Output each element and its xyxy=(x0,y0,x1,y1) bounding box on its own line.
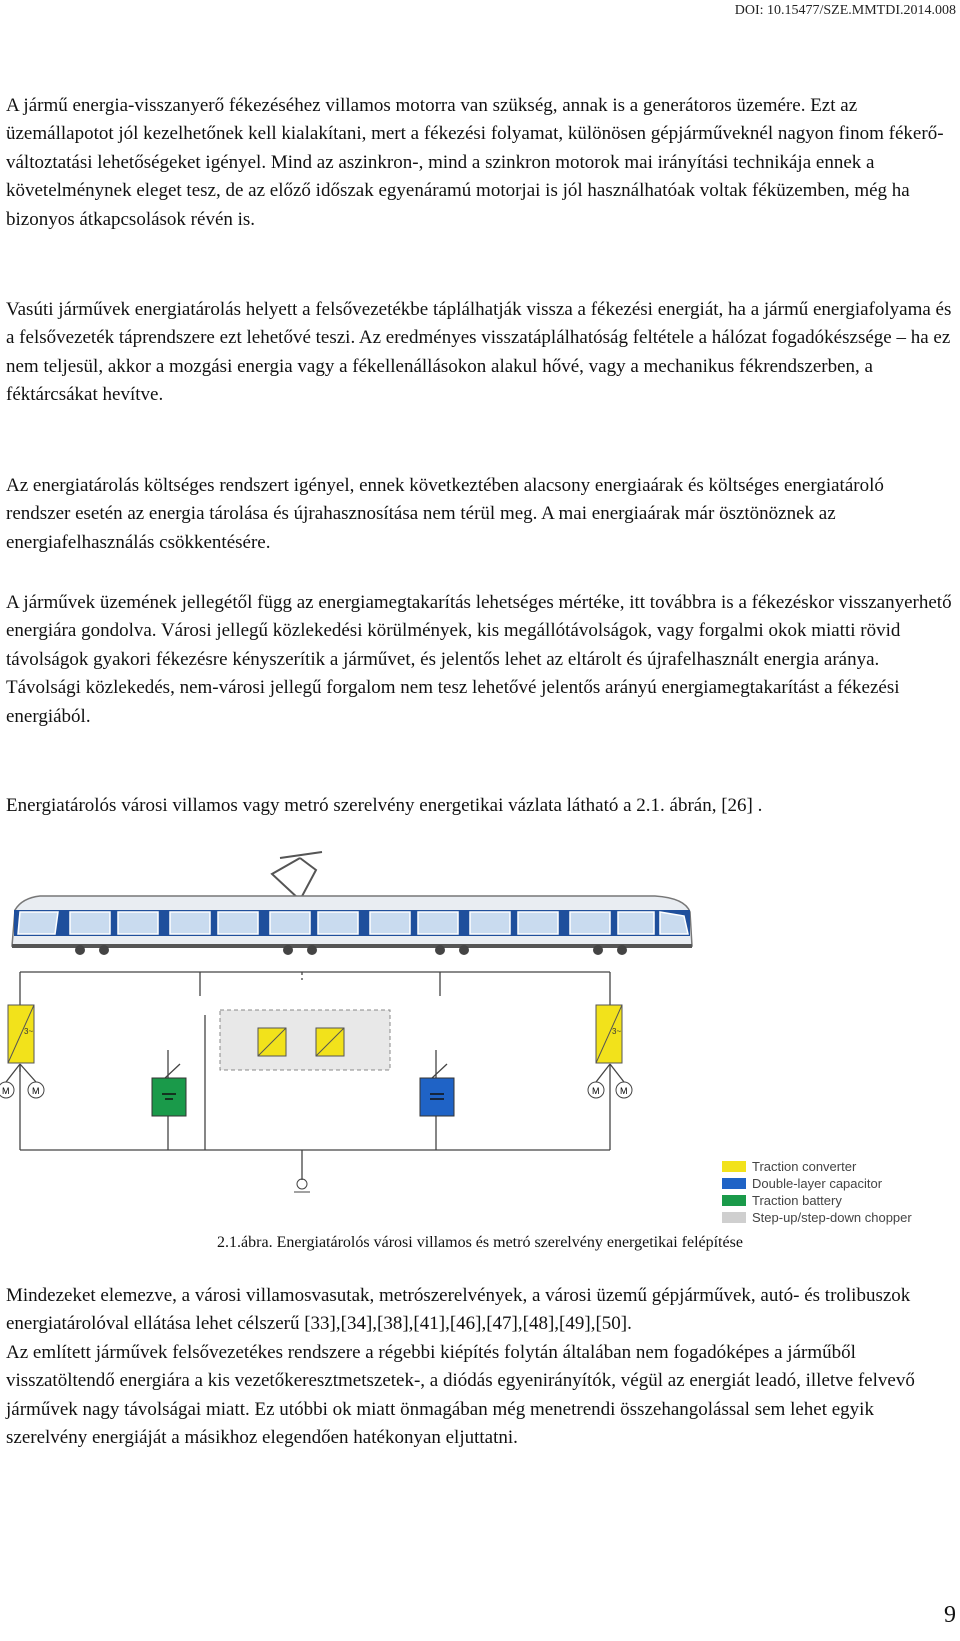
legend-item-double-layer-capacitor: Double-layer capacitor xyxy=(722,1175,947,1192)
tram-icon xyxy=(12,896,692,955)
legend-swatch xyxy=(722,1212,746,1223)
legend-item-traction-battery: Traction battery xyxy=(722,1192,947,1209)
legend-item-chopper: Step-up/step-down chopper xyxy=(722,1209,947,1226)
paragraph-6: Mindezeket elemezve, a városi villamosvasutak, metrószerelvények, a városi üzemű gépjárművek, autó- és trolibuszok energiatárolóval ellátása lehet célszerű [33],[34],[38],[41],[46],[47],[48],[49],[50]. Az említett járművek felsővezetékes rendszere a régebbi kiépítés folytán általában nem fogadóképes a járműből visszatöltendő energiára a kis vezetőkeresztmetszetek-, a diódás egyenirányítók, végül az energiát leadó, illetve felvevő járművek nagy távolságai miatt. Ez utóbbi ok miatt önmagában még menetrendi összehangolással sem lehet egyik szerelvény energiáját a másikhoz elegendően hatékonyan eljuttatni. xyxy=(6,1285,915,1449)
legend-swatch xyxy=(722,1161,746,1172)
traction-converter-left xyxy=(8,1005,34,1063)
legend-swatch xyxy=(722,1178,746,1189)
page-number: 9 xyxy=(944,1602,956,1628)
paragraph-4: A járművek üzemének jellegétől függ az energiamegtakarítás lehetséges mértéke, itt továbbra is a fékezéskor visszanyerhető energiára gondolva. Városi jellegű közlekedési körülmények, kis megállótávolságok, vagy forgalmi okok miatti rövid távolságok gyakori fékezésre kényszerítik a járművet, és jelentős lehet az eltárolt és újrafelhasznált energia aránya. Távolsági közlekedés, nem-városi jellegű forgalom nem tesz lehetővé jelentős arányú energiamegtakarítást a fékezési energiából. xyxy=(6,592,952,727)
svg-text:M: M xyxy=(2,1086,10,1096)
chopper-converter-2 xyxy=(316,1028,344,1056)
motor-4 xyxy=(616,1082,632,1098)
paragraph-1: A jármű energia-visszanyerő fékezéséhez villamos motorra van szükség, annak is a generátoros üzemére. Ezt az üzemállapotot jól kezelhetőnek kell kialakítani, mert a fékezési folyamat, különösen gépjárműveknél nagyon finom fékerő-változtatási lehetőségeket igényel. Mind az aszinkron-, mind a szinkron motorok mai irányítási technikája ennek a követelménynek eleget tesz, de az előző időszak egyenáramú motorjai is jól használhatóak voltak féküzemben, még ha bizonyos átkapcsolások révén is. xyxy=(6,95,944,230)
motor-1 xyxy=(0,1082,14,1098)
svg-text:M: M xyxy=(32,1086,40,1096)
motor-3 xyxy=(588,1082,604,1098)
ground-icon xyxy=(294,1179,310,1192)
svg-text:3~: 3~ xyxy=(24,1027,34,1036)
paragraph-5: Energiatárolós városi villamos vagy metró szerelvény energetikai vázlata látható a 2.1. ábrán, [26] . xyxy=(6,795,763,816)
traction-battery xyxy=(152,1078,186,1116)
legend-item-traction-converter: Traction converter xyxy=(722,1158,947,1175)
svg-text:3~: 3~ xyxy=(612,1027,622,1036)
pantograph-icon xyxy=(272,852,322,900)
paragraph-3: Az energiatárolás költséges rendszert igényel, ennek következtében alacsony energiaárak és költséges energiatároló rendszer esetén az energia tárolása és újrahasznosítása nem térül meg. A mai energiaárak már ösztönöznek az energiafelhasználás csökkentésére. xyxy=(6,475,884,553)
paragraph-2: Vasúti járművek energiatárolás helyett a felsővezetékbe táplálhatják vissza a fékezési energiát, ha a jármű energiafolyama és a felsővezeték táprendszere ezt lehetővé teszi. Az eredményes visszatáplálhatóság feltétele a hálózat fogadókészsége – ha ez nem teljesül, akkor a mozgási energia vagy a fékellenállásokon alakul hővé, vagy a mechanikus fékrendszerben, a féktárcsákat hevítve. xyxy=(6,299,952,406)
doi-header: DOI: 10.15477/SZE.MMTDI.2014.008 xyxy=(734,3,956,18)
svg-text:M: M xyxy=(592,1086,600,1096)
svg-text:M: M xyxy=(620,1086,628,1096)
wiring xyxy=(6,972,624,1180)
figure-caption: 2.1.ábra. Energiatárolós városi villamos és metró szerelvény energetikai felépítése xyxy=(217,1234,743,1251)
motor-2 xyxy=(28,1082,44,1098)
chopper-box xyxy=(220,1010,390,1070)
double-layer-capacitor xyxy=(420,1078,454,1116)
legend-swatch xyxy=(722,1195,746,1206)
figure-legend xyxy=(722,1158,947,1226)
traction-converter-right xyxy=(596,1005,622,1063)
chopper-converter-1 xyxy=(258,1028,286,1056)
